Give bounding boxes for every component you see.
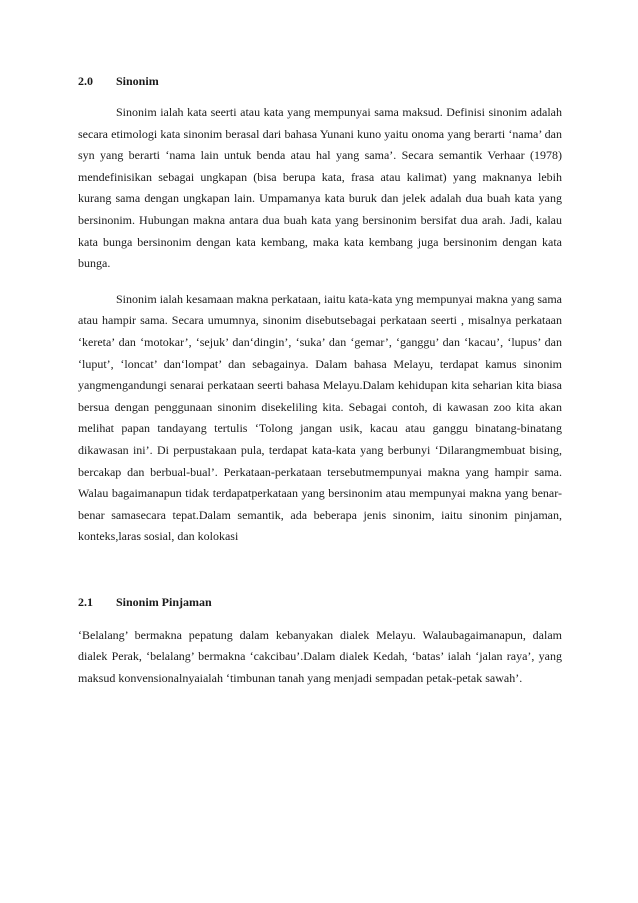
section-heading-sinonim-pinjaman	[78, 593, 562, 611]
section-title: Sinonim Pinjaman	[116, 594, 212, 609]
document-page	[78, 72, 562, 690]
paragraph-sinonim-pinjaman: ‘Belalang’ bermakna pepatung dalam kebanyakan dialek Melayu. Walaubagaimanapun, dalam dialek Perak, ‘belalang’ bermakna ‘cakcibau’.Dalam dialek Kedah, ‘batas’ ialah ‘jalan raya’, yang maksud konvensionalnyaialah ‘timbunan tanah yang menjadi sempadan petak-petak sawah’.	[78, 627, 562, 686]
section-number: 2.1	[78, 594, 93, 609]
section-title: Sinonim	[116, 74, 159, 88]
paragraph-definition: Sinonim ialah kata seerti atau kata yang mempunyai sama maksud. Definisi sinonim adalah secara etimologi kata sinonim berasal dari bahasa Yunani kuno yaitu onoma yang berarti ‘nama’ dan syn yang berarti ‘nama lain untuk benda atau hal yang sama’. Secara semantik Verhaar (1978) mendefinisikan sebagai ungkapan (bisa berupa kata, frasa atau kalimat) yang maknanya lebih kurang sama dengan ungkapan lain. Umpamanya kata buruk dan jelek adalah dua buah kata yang bersinonim. Hubungan makna antara dua buah kata yang bersinonim bersifat dua arah. Jadi, kalau kata bunga bersinonim dengan kata kembang, maka kata kembang juga bersinonim dengan kata bunga.	[78, 105, 562, 271]
section-heading-sinonim	[78, 72, 562, 90]
paragraph-examples: Sinonim ialah kesamaan makna perkataan, iaitu kata-kata yng mempunyai makna yang sama atau hampir sama. Secara umumnya, sinonim disebutsebagai perkataan seerti , misalnya perkataan ‘kereta’ dan ‘motokar’, ‘sejuk’ dan‘dingin’, ‘suka’ dan ‘gemar’, ‘ganggu’ dan ‘kacau’, ‘lupus’ dan ‘luput’, ‘loncat’ dan‘lompat’ dan sebagainya. Dalam bahasa Melayu, terdapat kamus sinonim yangmengandungi senarai perkataan seerti bahasa Melayu.Dalam kehidupan kita seharian kita biasa bersua dengan penggunaan sinonim disekeliling kita. Sebagai contoh, di kawasan zoo kita akan melihat papan tandayang tertulis ‘Tolong jangan usik, kacau atau ganggu binatang-binatang dikawasan ini’. Di perpustakaan pula, terdapat kata-kata yang berbunyi ‘Dilarangmembuat bising, bercakap dan berbual-bual’. Perkataan-perkataan tersebutmempunyai makna yang hampir sama. Walau bagaimanapun tidak terdapatperkataan yang bersinonim atau mempunyai makna yang benar-benar samasecara tepat.Dalam semantik, ada beberapa jenis sinonim, iaitu sinonim pinjaman, konteks,laras sosial, dan kolokasi	[78, 291, 562, 544]
section-number: 2.0	[78, 74, 93, 88]
